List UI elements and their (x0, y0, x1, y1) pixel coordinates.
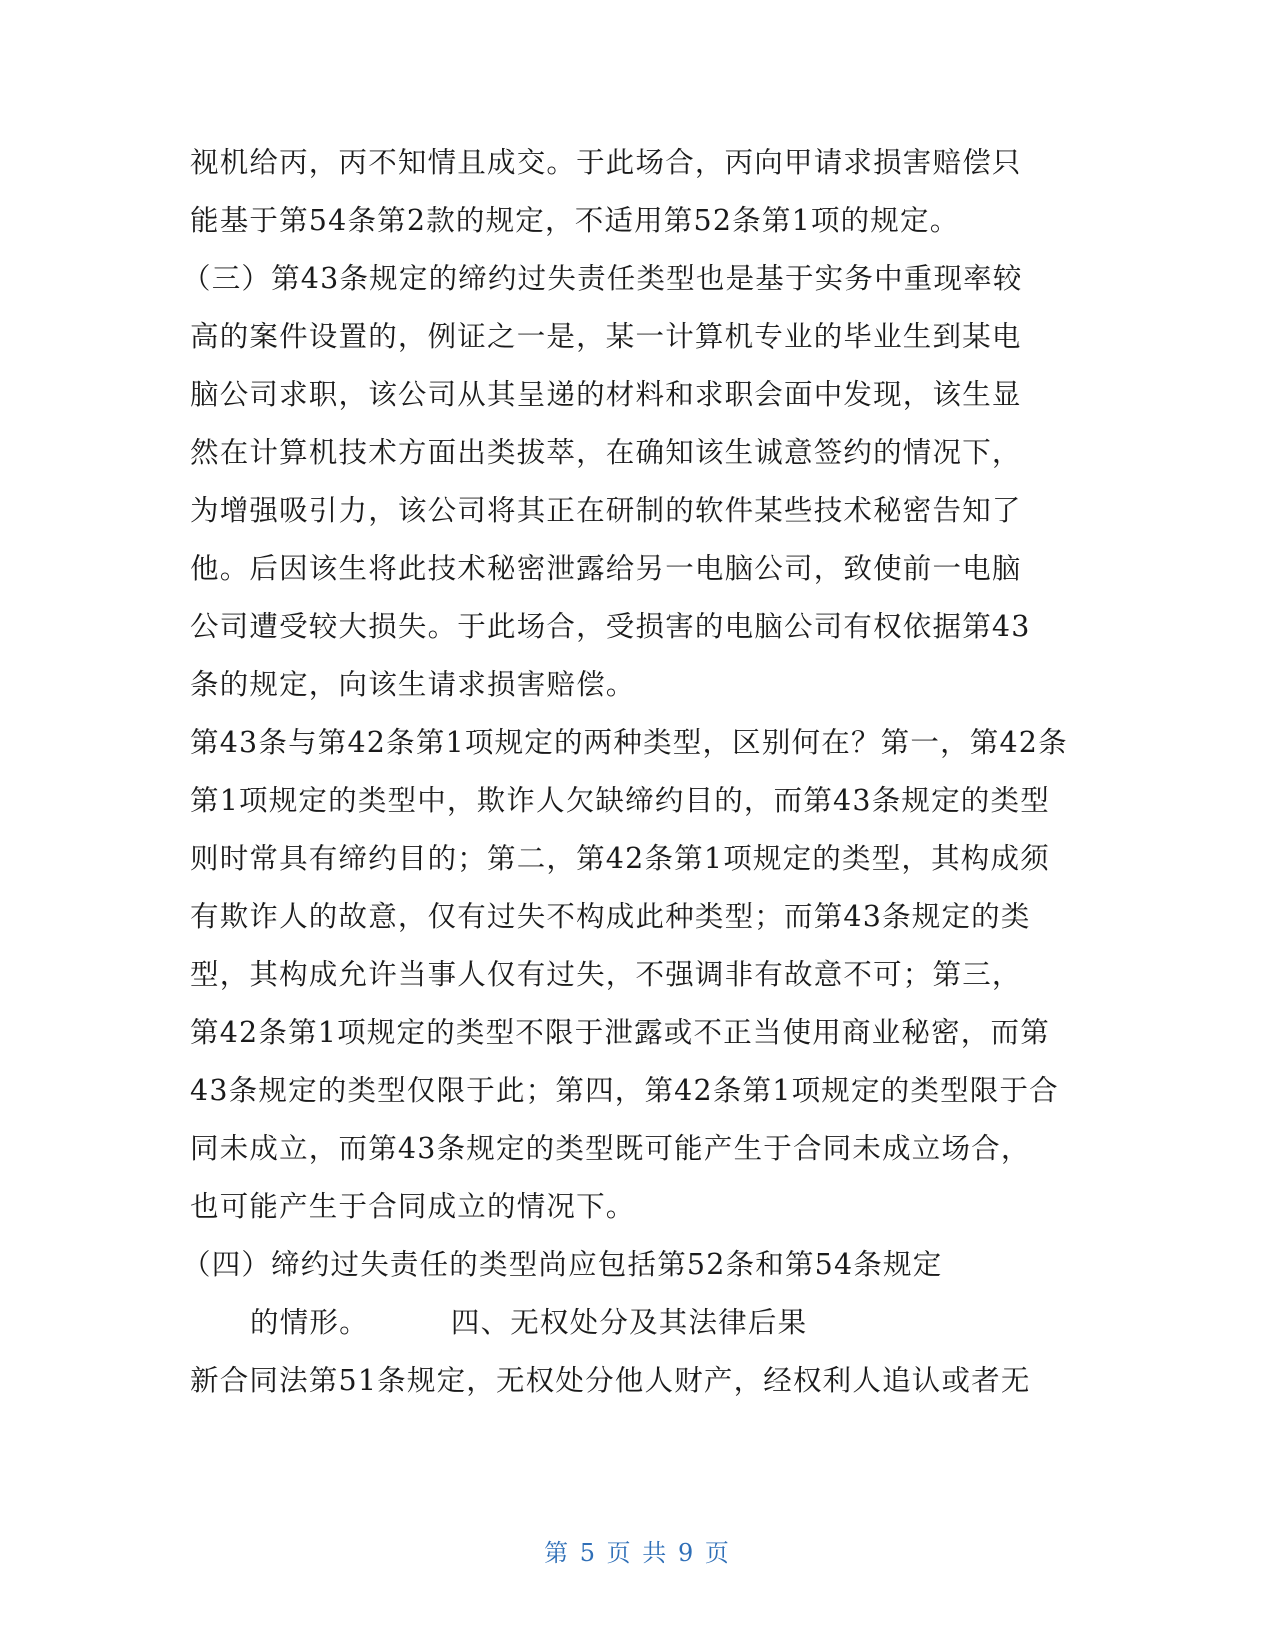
text-line: 也可能产生于合同成立的情况下。 (190, 1190, 636, 1223)
text-line: 的情形。 四、无权处分及其法律后果 (250, 1306, 808, 1339)
text-line: （四）缔约过失责任的类型尚应包括第52条和第54条规定 (182, 1248, 943, 1281)
text-line: 第42条第1项规定的类型不限于泄露或不正当使用商业秘密，而第 (190, 1016, 1050, 1049)
text-line: 为增强吸引力，该公司将其正在研制的软件某些技术秘密告知了 (190, 494, 1022, 527)
text-line: 公司遭受较大损失。于此场合，受损害的电脑公司有权依据第43 (190, 610, 1031, 643)
text-line: 型，其构成允许当事人仅有过失，不强调非有故意不可；第三， (190, 958, 1022, 991)
text-line: 脑公司求职，该公司从其呈递的材料和求职会面中发现，该生显 (190, 378, 1022, 411)
text-line: 有欺诈人的故意，仅有过失不构成此种类型；而第43条规定的类 (190, 900, 1031, 933)
text-line: 第1项规定的类型中，欺诈人欠缺缔约目的，而第43条规定的类型 (190, 784, 1050, 817)
page-number: 第 5 页 共 9 页 (544, 1539, 731, 1567)
text-line: （三）第43条规定的缔约过失责任类型也是基于实务中重现率较 (182, 262, 1023, 295)
text-line: 高的案件设置的，例证之一是，某一计算机专业的毕业生到某电 (190, 320, 1022, 353)
text-line: 视机给丙，丙不知情且成交。于此场合，丙向甲请求损害赔偿只 (190, 146, 1022, 179)
text-line: 新合同法第51条规定，无权处分他人财产，经权利人追认或者无 (190, 1364, 1031, 1397)
text-line: 同未成立，而第43条规定的类型既可能产生于合同未成立场合， (190, 1132, 1031, 1165)
text-line: 然在计算机技术方面出类拔萃，在确知该生诚意签约的情况下， (190, 436, 1022, 469)
text-line: 他。后因该生将此技术秘密泄露给另一电脑公司，致使前一电脑 (190, 552, 1022, 585)
text-line: 43条规定的类型仅限于此；第四，第42条第1项规定的类型限于合 (190, 1074, 1059, 1107)
text-line: 条的规定，向该生请求损害赔偿。 (190, 668, 636, 701)
text-line: 能基于第54条第2款的规定，不适用第52条第1项的规定。 (190, 204, 960, 237)
text-line: 则时常具有缔约目的；第二，第42条第1项规定的类型，其构成须 (190, 842, 1050, 875)
text-line: 第43条与第42条第1项规定的两种类型，区别何在？第一，第42条 (190, 726, 1068, 759)
